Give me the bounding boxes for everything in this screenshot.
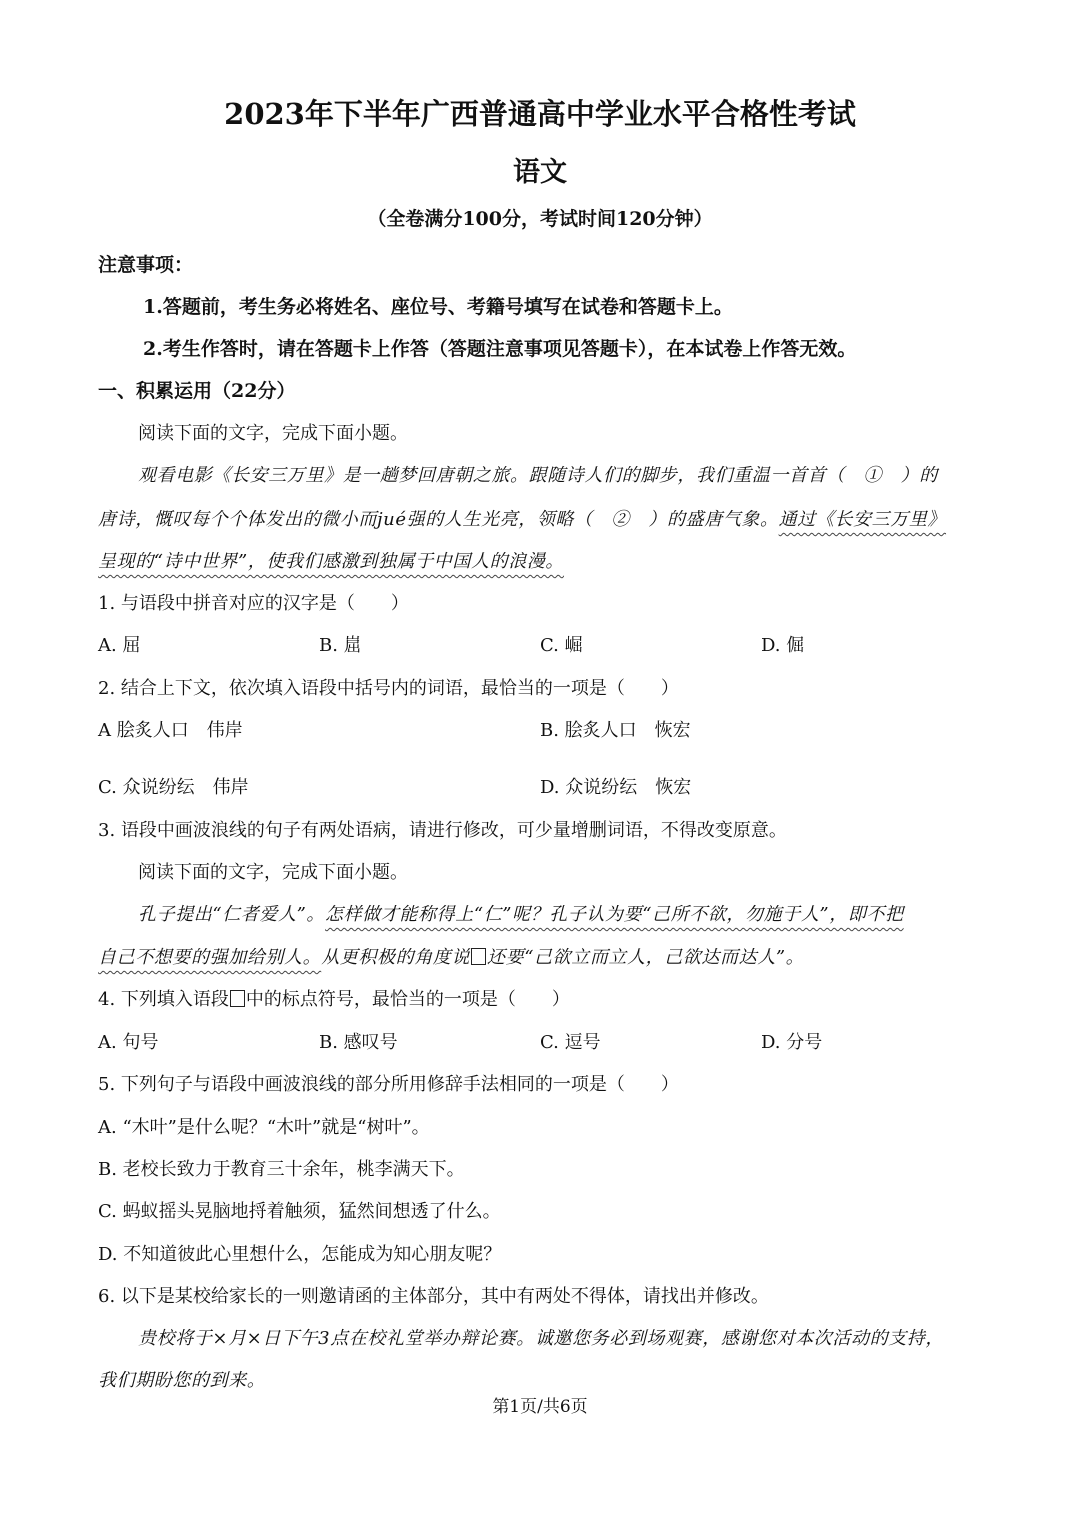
question-1-stem: 1. 与语段中拼音对应的汉字是（ ） — [98, 593, 409, 614]
section-heading: 一、积累运用（22分） — [98, 380, 296, 402]
blank-box-icon — [471, 948, 486, 965]
q2-option-b: B. 脍炙人口 恢宏 — [540, 720, 691, 741]
passage-1-line-2 — [98, 505, 946, 531]
q5-option-a: A. “木叶”是什么呢？“木叶”就是“树叶”。 — [98, 1117, 430, 1138]
q5-option-d: D. 不知道彼此心里想什么，怎能成为知心朋友呢？ — [98, 1244, 502, 1265]
wavy-underlined-sentence: 通过《长安三万里》 — [778, 509, 947, 530]
q1-option-b: B. 崫 — [319, 635, 362, 656]
q5-option-b: B. 老校长致力于教育三十余年，桃李满天下。 — [98, 1159, 465, 1180]
passage-2-text: 孔子提出“仁者爱人”。 — [138, 904, 326, 925]
reading-instruction-2: 阅读下面的文字，完成下面小题。 — [138, 862, 408, 883]
passage-1-line-3 — [98, 547, 564, 573]
exam-info: （全卷满分100分，考试时间120分钟） — [367, 208, 713, 230]
question-4-stem — [98, 985, 570, 1011]
passage-2-line-2 — [98, 943, 804, 969]
q4-option-c: C. 逗号 — [540, 1032, 601, 1053]
passage-2-text-end: 还要“己欲立而立人，己欲达而达人”。 — [487, 947, 805, 968]
note-item-1: 1.答题前，考生务必将姓名、座位号、考籍号填写在试卷和答题卡上。 — [143, 296, 733, 318]
invitation-line-1: 贵校将于×月×日下午3点在校礼堂举办辩论赛。诚邀您务必到场观赛，感谢您对本次活动的支持， — [138, 1328, 945, 1349]
question-2-stem: 2. 结合上下文，依次填入语段中括号内的词语，最恰当的一项是（ ） — [98, 678, 679, 699]
wavy-underlined-sentence-cont: 呈现的“诗中世界”，使我们感激到独属于中国人的浪漫。 — [98, 551, 565, 572]
wavy-underlined-sentence-2-cont: 自己不想要的强加给别人。 — [98, 947, 322, 968]
passage-1-text: 唐诗，慨叹每个个体发出的微小而jué强的人生光亮，领略（ ② ）的盛唐气象。 — [98, 509, 779, 530]
q2-option-c: C. 众说纷纭 伟岸 — [98, 777, 249, 798]
q4-stem-end: 中的标点符号，最恰当的一项是（ ） — [245, 989, 570, 1010]
passage-2-line-1 — [138, 900, 904, 926]
q4-option-d: D. 分号 — [761, 1032, 823, 1053]
subject-title: 语文 — [513, 157, 567, 188]
q2-option-a: A 脍炙人口 伟岸 — [98, 720, 243, 741]
blank-box-icon — [230, 990, 245, 1007]
invitation-line-2: 我们期盼您的到来。 — [98, 1370, 266, 1391]
q4-stem-start: 4. 下列填入语段 — [98, 989, 229, 1010]
note-item-2: 2.考生作答时，请在答题卡上作答（答题注意事项见答题卡），在本试卷上作答无效。 — [143, 338, 857, 360]
q4-option-b: B. 感叹号 — [319, 1032, 398, 1053]
notes-heading: 注意事项： — [98, 254, 194, 276]
q5-option-c: C. 蚂蚁摇头晃脑地捋着触须，猛然间想透了什么。 — [98, 1201, 501, 1222]
passage-1-line-1: 观看电影《长安三万里》是一趟梦回唐朝之旅。跟随诗人们的脚步，我们重温一首首（ ① ）的 — [138, 465, 938, 486]
q4-option-a: A. 句号 — [98, 1032, 159, 1053]
q1-option-a: A. 屈 — [98, 635, 141, 656]
passage-2-text-cont: 从更积极的角度说 — [321, 947, 471, 968]
q2-option-d: D. 众说纷纭 恢宏 — [540, 777, 692, 798]
page-number: 第1页/共6页 — [492, 1397, 588, 1417]
wavy-underlined-sentence-2: 怎样做才能称得上“仁”呢？孔子认为要“己所不欲，勿施于人”，即不把 — [325, 904, 904, 925]
question-6-stem: 6. 以下是某校给家长的一则邀请函的主体部分，其中有两处不得体，请找出并修改。 — [98, 1286, 769, 1307]
exam-title: 2023年下半年广西普通高中学业水平合格性考试 — [224, 97, 856, 131]
q1-option-d: D. 倔 — [761, 635, 805, 656]
q1-option-c: C. 崛 — [540, 635, 583, 656]
reading-instruction-1: 阅读下面的文字，完成下面小题。 — [138, 423, 408, 444]
question-5-stem: 5. 下列句子与语段中画波浪线的部分所用修辞手法相同的一项是（ ） — [98, 1074, 679, 1095]
question-3-stem: 3. 语段中画波浪线的句子有两处语病，请进行修改，可少量增删词语，不得改变原意。 — [98, 820, 787, 841]
